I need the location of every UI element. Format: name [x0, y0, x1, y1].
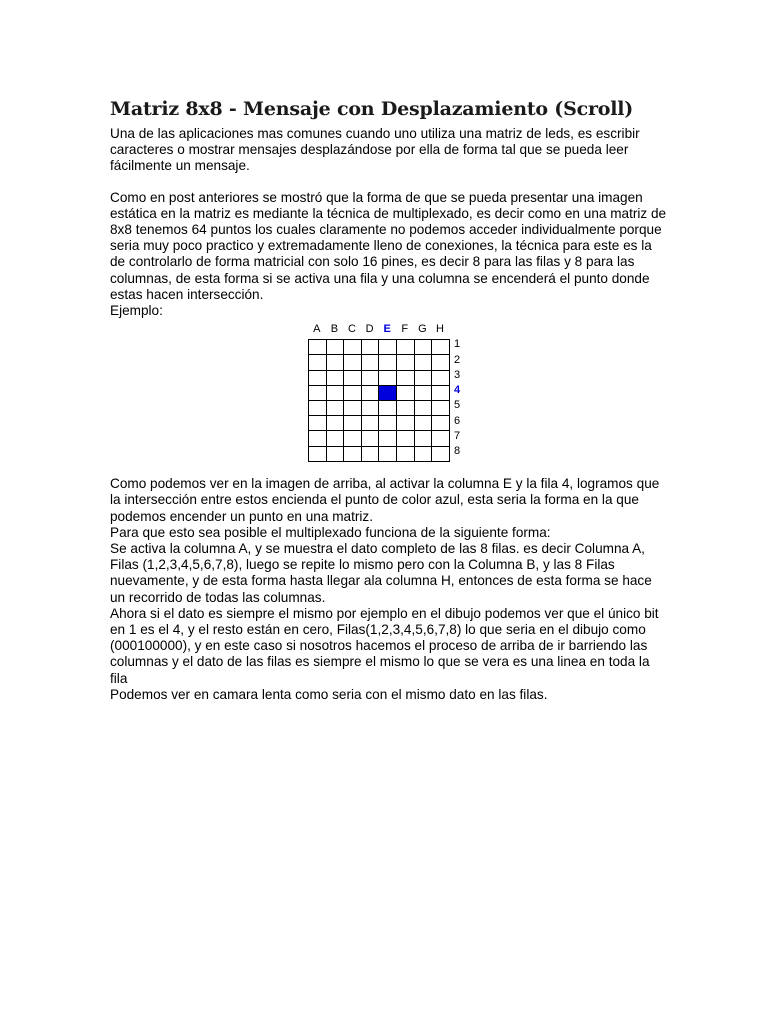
led-cell	[414, 385, 432, 400]
led-cell	[309, 446, 327, 461]
led-cell	[379, 416, 397, 431]
led-cell	[432, 340, 450, 355]
row-label-2: 2	[454, 353, 461, 366]
led-cell	[379, 446, 397, 461]
led-cell	[432, 446, 450, 461]
led-cell	[309, 355, 327, 370]
matrix-row	[309, 370, 450, 385]
led-cell	[326, 400, 344, 415]
led-cell	[396, 370, 414, 385]
led-cell	[396, 400, 414, 415]
led-cell	[309, 431, 327, 446]
led-cell	[414, 431, 432, 446]
led-cell	[309, 385, 327, 400]
led-cell	[414, 416, 432, 431]
led-cell	[309, 400, 327, 415]
led-cell	[361, 370, 379, 385]
column-label-g: G	[418, 323, 427, 336]
led-cell	[344, 385, 362, 400]
row-label-4: 4	[454, 384, 461, 397]
column-labels	[308, 323, 449, 336]
led-cell	[379, 400, 397, 415]
column-label-f: F	[401, 323, 409, 336]
led-cell	[432, 385, 450, 400]
led-cell	[309, 340, 327, 355]
explanation-paragraph: Como podemos ver en la imagen de arriba, al activar la columna E y la fila 4, logramos que la intersección entre estos encienda el punto de color azul, esta seria la forma en la que podemos encender un punto en una matriz.	[110, 476, 660, 524]
row-label-7: 7	[454, 430, 461, 443]
led-cell	[344, 446, 362, 461]
led-cell	[414, 370, 432, 385]
led-cell	[379, 370, 397, 385]
matrix-row	[309, 431, 450, 446]
column-scan-paragraph: Se activa la columna A, y se muestra el dato completo de las 8 filas. es decir Columna A, Filas (1,2,3,4,5,6,7,8), luego se repite lo mismo pero con la Columna B, y las 8 Filas nuevamente, y de esta forma hasta llegar ala columna H, entonces de esta forma se hace un recorrido de todas las columnas.	[110, 541, 652, 605]
column-label-d: D	[365, 323, 374, 336]
led-cell	[396, 340, 414, 355]
active-led-cell	[379, 385, 397, 400]
led-cell	[344, 370, 362, 385]
multiplexing-paragraph: Como en post anteriores se mostró que la forma de que se pueda presentar una imagen estática en la matriz es mediante la técnica de multiplexado, es decir como en una matriz de 8x8 tenemos 64 puntos los cuales claramente no podemos acceder individualmente porque seria muy poco practico y extremadamente lleno de conexiones, la técnica para este es la de controlarlo de forma matricial con solo 16 pines, es decir 8 para las filas y 8 para las columnas, de esta forma si se activa una fila y una columna se encenderá el punto donde estas hacen intersección.	[110, 189, 667, 302]
led-cell	[396, 416, 414, 431]
column-label-h: H	[435, 323, 444, 336]
example-label: Ejemplo:	[110, 303, 163, 319]
led-cell	[361, 400, 379, 415]
slow-motion-line: Podemos ver en camara lenta como seria con el mismo dato en las filas.	[110, 686, 548, 702]
led-cell	[379, 431, 397, 446]
led-cell	[414, 355, 432, 370]
process-intro-line: Para que esto sea posible el multiplexado funciona de la siguiente forma:	[110, 524, 551, 540]
matrix-row	[309, 340, 450, 355]
led-cell	[396, 355, 414, 370]
led-cell	[361, 385, 379, 400]
led-cell	[326, 370, 344, 385]
led-cell	[326, 431, 344, 446]
led-cell	[414, 400, 432, 415]
led-cell	[344, 416, 362, 431]
row-label-8: 8	[454, 445, 461, 458]
row-labels	[454, 337, 460, 459]
led-cell	[309, 370, 327, 385]
led-cell	[361, 416, 379, 431]
led-cell	[432, 431, 450, 446]
led-cell	[396, 446, 414, 461]
led-cell	[361, 446, 379, 461]
led-cell	[361, 355, 379, 370]
led-cell	[326, 355, 344, 370]
column-label-e: E	[383, 323, 391, 336]
led-cell	[344, 355, 362, 370]
matrix-figure	[308, 323, 478, 461]
row-label-5: 5	[454, 399, 461, 412]
led-cell	[326, 446, 344, 461]
led-cell	[344, 400, 362, 415]
column-label-c: C	[348, 323, 356, 336]
led-cell	[361, 340, 379, 355]
led-cell	[396, 385, 414, 400]
led-cell	[344, 340, 362, 355]
led-cell	[432, 370, 450, 385]
matrix-row	[309, 400, 450, 415]
intro-paragraph: Una de las aplicaciones mas comunes cuando uno utiliza una matriz de leds, es escribir caracteres o mostrar mensajes desplazándose por ella de forma tal que se pueda leer fácilmente un mensaje.	[110, 126, 640, 174]
led-cell	[396, 431, 414, 446]
column-label-a: A	[313, 323, 321, 336]
led-cell	[432, 400, 450, 415]
led-cell	[414, 446, 432, 461]
matrix-row	[309, 416, 450, 431]
led-cell	[326, 416, 344, 431]
led-cell	[379, 355, 397, 370]
led-cell	[326, 340, 344, 355]
led-cell	[309, 416, 327, 431]
document-title: Matriz 8x8 - Mensaje con Desplazamiento (Scroll)	[110, 98, 634, 120]
row-label-3: 3	[454, 368, 461, 381]
matrix-row	[309, 446, 450, 461]
led-cell	[344, 431, 362, 446]
same-data-paragraph: Ahora si el dato es siempre el mismo por ejemplo en el dibujo podemos ver que el único bit en 1 es el 4, y el resto están en cero, Filas(1,2,3,4,5,6,7,8) lo que seria en el dibujo como (000100000), y en este caso si nosotros hacemos el proceso de arriba de ir barriendo las columnas y el dato de las filas es siempre el mismo lo que se vera es una linea en toda la fila	[110, 605, 659, 686]
led-cell	[432, 355, 450, 370]
matrix-row	[309, 385, 450, 400]
row-label-6: 6	[454, 414, 461, 427]
led-cell	[414, 340, 432, 355]
led-matrix-grid	[308, 339, 450, 462]
led-cell	[361, 431, 379, 446]
row-label-1: 1	[454, 338, 461, 351]
led-cell	[326, 385, 344, 400]
document-page	[110, 96, 670, 703]
column-label-b: B	[330, 323, 339, 336]
led-cell	[432, 416, 450, 431]
led-cell	[379, 340, 397, 355]
matrix-row	[309, 355, 450, 370]
